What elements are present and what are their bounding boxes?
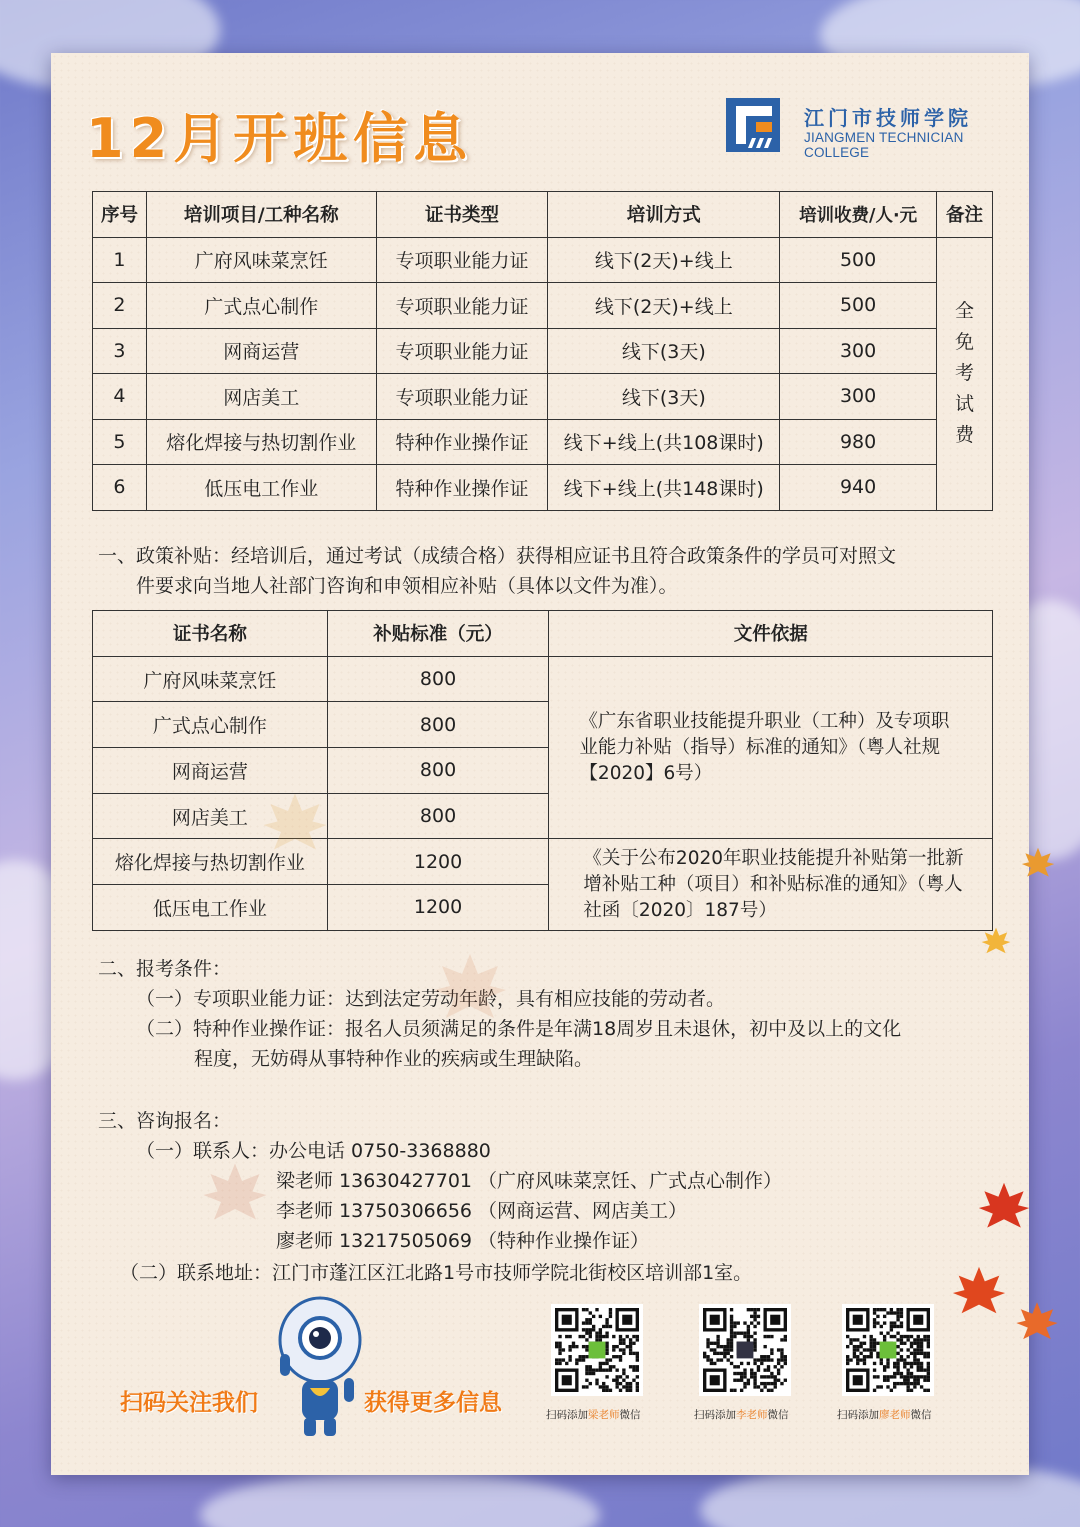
cloud	[200, 1470, 600, 1527]
contact-liang: 梁老师 13630427701 （广府风味菜烹饪、广式点心制作）	[276, 1170, 783, 1192]
table-row	[93, 839, 993, 885]
table-cell: 800	[327, 656, 549, 702]
table-cell: 广式点心制作	[146, 283, 376, 329]
table-cell: 专项职业能力证	[376, 237, 548, 283]
table-cell: 专项职业能力证	[376, 328, 548, 374]
table-row	[93, 419, 993, 465]
table-cell: 熔化焊接与热切割作业	[146, 419, 376, 465]
qr-code-icon	[703, 1308, 787, 1392]
table-cell: 500	[780, 283, 937, 329]
conditions-item-2: （二）特种作业操作证：报名人员须满足的条件是年满18周岁且未退休，初中及以上的文化	[136, 1018, 902, 1040]
header-cell: 备注	[937, 192, 993, 238]
promo-follow-us: 扫码关注我们	[120, 1390, 258, 1416]
college-logo-icon	[726, 98, 780, 152]
header-cell: 补贴标准（元）	[327, 611, 549, 657]
table-cell: 800	[327, 702, 549, 748]
table-cell: 低压电工作业	[146, 465, 376, 511]
table-cell: 2	[93, 283, 147, 329]
qr-caption-name: 梁老师	[588, 1409, 620, 1421]
table-cell: 500	[780, 237, 937, 283]
qr-caption-name: 廖老师	[879, 1409, 911, 1421]
qr-caption-liao	[837, 1407, 932, 1422]
qr-caption-pre: 扫码添加	[546, 1409, 588, 1421]
header-cell: 培训项目/工种名称	[146, 192, 376, 238]
table-cell: 广式点心制作	[93, 702, 328, 748]
table-row	[93, 374, 993, 420]
table-cell: 1200	[327, 839, 549, 885]
table-cell: 专项职业能力证	[376, 283, 548, 329]
policy-text-line1: 一、政策补贴：经培训后，通过考试（成绩合格）获得相应证书且符合政策条件的学员可对照文	[98, 545, 897, 567]
document-basis-cell: 《广东省职业技能提升职业（工种）及专项职业能力补贴（指导）标准的通知》（粤人社规【2020】6号）	[549, 656, 993, 839]
table-cell: 广府风味菜烹饪	[93, 656, 328, 702]
table-cell: 低压电工作业	[93, 885, 328, 931]
table-cell: 1200	[327, 885, 549, 931]
header-cell: 证书名称	[93, 611, 328, 657]
qr-caption-pre: 扫码添加	[837, 1409, 879, 1421]
table-cell: 网商运营	[93, 748, 328, 794]
college-name-cn: 江门市技师学院	[804, 106, 972, 130]
table-cell: 线下(2天)+线上	[548, 237, 780, 283]
qr-code-li[interactable]	[699, 1304, 791, 1396]
poster-title: 12月开班信息	[86, 107, 474, 170]
maple-leaf-icon	[1020, 846, 1056, 882]
table-header-row	[93, 192, 993, 238]
table-cell: 3	[93, 328, 147, 374]
qr-caption-liang	[546, 1407, 641, 1422]
contact-liao: 廖老师 13217505069 （特种作业操作证）	[276, 1230, 650, 1252]
table-cell: 300	[780, 328, 937, 374]
qr-code-icon	[555, 1308, 639, 1392]
table-cell: 800	[327, 793, 549, 839]
college-logo	[726, 98, 996, 160]
conditions-item-2-cont: 程度，无妨碍从事特种作业的疾病或生理缺陷。	[194, 1048, 594, 1070]
table-cell: 5	[93, 419, 147, 465]
table-cell: 网店美工	[146, 374, 376, 420]
table-cell: 线下+线上(共108课时)	[548, 419, 780, 465]
maple-leaf-icon	[260, 790, 330, 860]
table-cell: 6	[93, 465, 147, 511]
qr-caption-post: 微信	[619, 1409, 641, 1421]
table-cell: 专项职业能力证	[376, 374, 548, 420]
table-cell: 网店美工	[93, 793, 328, 839]
qr-code-liao[interactable]	[842, 1304, 934, 1396]
policy-text-line2: 件要求向当地人社部门咨询和申领相应补贴（具体以文件为准）。	[136, 575, 678, 597]
table-cell: 300	[780, 374, 937, 420]
qr-caption-name: 李老师	[736, 1409, 768, 1421]
table-row	[93, 283, 993, 329]
qr-code-liang[interactable]	[551, 1304, 643, 1396]
course-table	[92, 191, 993, 511]
table-cell: 4	[93, 374, 147, 420]
table-cell: 线下(3天)	[548, 374, 780, 420]
table-cell: 熔化焊接与热切割作业	[93, 839, 328, 885]
table-cell: 特种作业操作证	[376, 419, 548, 465]
contact-address: （二）联系地址：江门市蓬江区江北路1号市技师学院北街校区培训部1室。	[120, 1262, 753, 1284]
mascot-icon	[272, 1292, 364, 1440]
table-cell: 特种作业操作证	[376, 465, 548, 511]
table-row	[93, 465, 993, 511]
qr-caption-pre: 扫码添加	[694, 1409, 736, 1421]
table-cell: 980	[780, 419, 937, 465]
table-cell: 800	[327, 748, 549, 794]
maple-leaf-icon	[950, 1264, 1008, 1322]
qr-caption-post: 微信	[910, 1409, 932, 1421]
college-name-en: JIANGMEN TECHNICIAN COLLEGE	[804, 130, 964, 160]
qr-caption-post: 微信	[767, 1409, 789, 1421]
subsidy-table	[92, 610, 993, 931]
table-cell: 广府风味菜烹饪	[146, 237, 376, 283]
maple-leaf-icon	[430, 950, 510, 1030]
maple-leaf-icon	[1014, 1300, 1060, 1346]
conditions-heading: 二、报考条件：	[98, 958, 232, 980]
table-cell: 线下(3天)	[548, 328, 780, 374]
header-cell: 培训收费/人·元	[780, 192, 937, 238]
contact-phone: （一）联系人：办公电话 0750-3368880	[136, 1140, 491, 1162]
maple-leaf-icon	[976, 1180, 1032, 1236]
header-cell: 文件依据	[549, 611, 993, 657]
table-cell: 1	[93, 237, 147, 283]
remark-cell	[937, 237, 993, 510]
conditions-item-1: （一）专项职业能力证：达到法定劳动年龄，具有相应技能的劳动者。	[136, 988, 726, 1010]
consult-heading: 三、咨询报名：	[98, 1110, 232, 1132]
table-cell: 940	[780, 465, 937, 511]
qr-code-icon	[846, 1308, 930, 1392]
table-cell: 网商运营	[146, 328, 376, 374]
maple-leaf-icon	[980, 926, 1012, 958]
header-cell: 培训方式	[548, 192, 780, 238]
promo-more-info: 获得更多信息	[364, 1390, 502, 1416]
document-basis-cell: 《关于公布2020年职业技能提升补贴第一批新增补贴工种（项目）和补贴标准的通知》（粤人社函〔2020〕187号）	[549, 839, 993, 930]
qr-caption-li	[694, 1407, 789, 1422]
table-row	[93, 656, 993, 702]
contact-li: 李老师 13750306656 （网商运营、网店美工）	[276, 1200, 688, 1222]
table-header-row	[93, 611, 993, 657]
header-cell: 序号	[93, 192, 147, 238]
remark-text: 全免考试费	[954, 300, 974, 446]
table-row	[93, 328, 993, 374]
maple-leaf-icon	[200, 1160, 270, 1230]
header-cell: 证书类型	[376, 192, 548, 238]
table-cell: 线下(2天)+线上	[548, 283, 780, 329]
table-cell: 线下+线上(共148课时)	[548, 465, 780, 511]
table-row	[93, 237, 993, 283]
